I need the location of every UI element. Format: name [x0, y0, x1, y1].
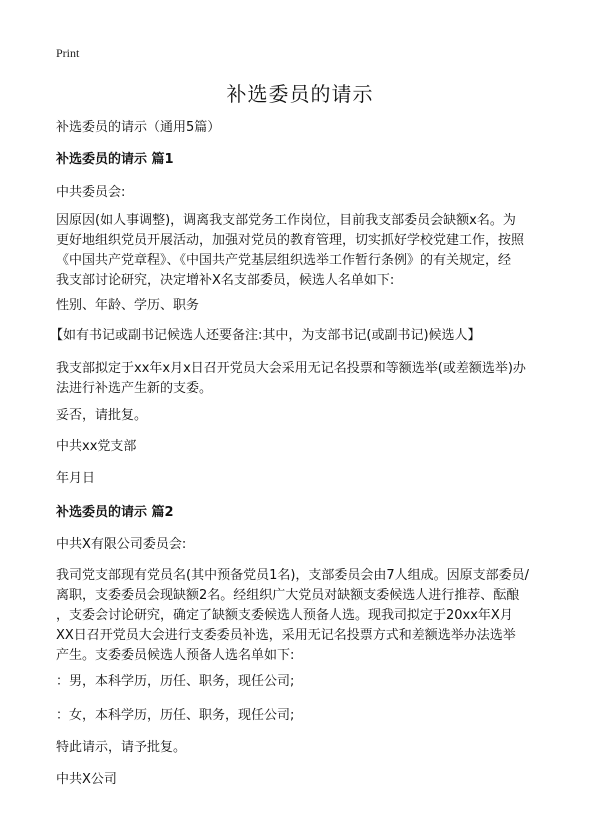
article-1-candidate-fields: 性别、年龄、学历、职务	[56, 298, 200, 313]
article-1-body-line: 我支部讨论研究，决定增补X名支部委员，候选人名单如下:	[56, 273, 395, 288]
article-2-candidate-1: ：男，本科学历，历任、职务，现任公司;	[56, 674, 295, 689]
article-1-closing: 妥否，请批复。	[56, 408, 148, 423]
article-2-body-line: ，支委会讨论研究，确定了缺额支委候选人预备人选。现我司拟定于20xx年X月	[56, 608, 513, 623]
article-2-body-line: 产生。支委委员候选人预备人选名单如下:	[56, 648, 295, 663]
article-2-body-line: 离职，支委委员会现缺额2名。经组织广大党员对缺额支委候选人进行推荐、酝酿	[56, 588, 520, 603]
article-2-candidate-2: ：女，本科学历，历任、职务，现任公司;	[56, 708, 295, 723]
article-1-recipient: 中共委员会:	[56, 185, 126, 200]
article-1-heading: 补选委员的请示 篇1	[56, 152, 174, 167]
article-2-signature: 中共X公司	[56, 772, 117, 787]
print-link[interactable]: Print	[56, 46, 80, 60]
article-2-closing: 特此请示，请予批复。	[56, 740, 187, 755]
article-2-recipient: 中共X有限公司委员会:	[56, 537, 187, 552]
article-1-signature: 中共xx党支部	[56, 439, 137, 454]
article-1-body	[56, 211, 550, 291]
article-2-body-line: XX日召开党员大会进行支委委员补选，采用无记名投票方式和差额选举办法选举	[56, 628, 516, 643]
article-1-date: 年月日	[56, 471, 96, 486]
article-1-election-line: 我支部拟定于xx年x月x日召开党员大会采用无记名投票和等额选举(或差额选举)办	[56, 361, 526, 376]
article-1-body-line: 更好地组织党员开展活动，加强对党员的教育管理，切实抓好学校党建工作，按照	[56, 233, 525, 248]
article-2-body-line: 我司党支部现有党员名(其中预备党员1名)，支部委员会由7人组成。因原支部委员/	[56, 568, 530, 583]
article-1-election	[56, 359, 550, 399]
article-1-election-line: 法进行补选产生新的支委。	[56, 381, 213, 396]
article-1-body-line: 因原因(如人事调整)，调离我支部党务工作岗位，目前我支部委员会缺额x名。为	[56, 213, 516, 228]
article-1-note: 【如有书记或副书记候选人还要备注:其中，为支部书记(或副书记)候选人】	[50, 328, 481, 343]
article-2-body	[56, 566, 550, 666]
article-2-heading: 补选委员的请示 篇2	[56, 505, 174, 520]
article-1-body-line: 《中国共产党章程》、《中国共产党基层组织选举工作暂行条例》的有关规定，经	[56, 253, 512, 268]
page-title: 补选委员的请示	[226, 82, 374, 106]
document-subtitle: 补选委员的请示（通用5篇）	[56, 120, 221, 135]
